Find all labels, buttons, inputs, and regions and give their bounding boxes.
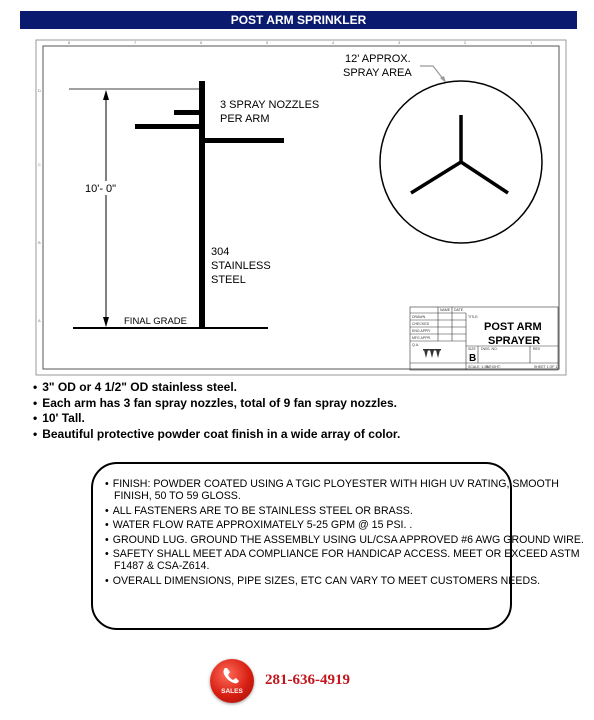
title-block-title-line-2: SPRAYER	[488, 335, 541, 347]
note-item: • GROUND LUG. GROUND THE ASSEMBLY USING UL/CSA APPROVED #6 AWG GROUND WIRE.	[100, 534, 594, 546]
title-block-weight-label: WEIGHT:	[486, 365, 501, 369]
title-block-row-label: DRAWN	[412, 315, 426, 319]
company-logo-icon	[423, 349, 441, 358]
phone-number[interactable]: 281-636-4919	[265, 672, 350, 688]
drawing-inner-border	[43, 46, 559, 369]
feature-item: • Beautiful protective powder coat finish in a wide array of color.	[33, 427, 400, 443]
border-letter: D	[38, 88, 41, 93]
border-letter: A	[38, 318, 41, 323]
material-label-line-2: STAINLESS	[211, 260, 271, 272]
feature-item: • 3" OD or 4 1/2" OD stainless steel.	[33, 380, 400, 396]
title-block-size-value: B	[469, 353, 477, 364]
sales-phone-badge[interactable]	[210, 659, 254, 703]
title-block-row-label: Q.A.	[412, 343, 420, 347]
material-label-line-3: STEEL	[211, 274, 246, 286]
title-block-name-label: NAME	[440, 308, 451, 312]
note-item: • OVERALL DIMENSIONS, PIPE SIZES, ETC CAN VARY TO MEET CUSTOMERS NEEDS.	[100, 575, 594, 587]
feature-list	[33, 380, 400, 442]
border-number: 6	[200, 40, 203, 45]
material-label-line-1: 304	[211, 246, 230, 258]
feature-item: • 10' Tall.	[33, 411, 400, 427]
title-block-date-label: DATE	[454, 308, 464, 312]
arm-lower	[203, 138, 284, 143]
spray-label-line-2: SPRAY AREA	[343, 67, 412, 79]
sales-label: SALES	[221, 688, 243, 695]
spray-arm-plan-3	[461, 162, 508, 193]
note-item: • SAFETY SHALL MEET ADA COMPLIANCE FOR HANDICAP ACCESS. MEET OR EXCEED ASTM F1487 & CSA-Z614.	[100, 548, 594, 573]
feature-item: • Each arm has 3 fan spray nozzles, total of 9 fan spray nozzles.	[33, 396, 400, 412]
border-number: 8	[68, 40, 71, 45]
spray-arm-plan-2	[411, 162, 461, 193]
nozzle-label-line-2: PER ARM	[220, 113, 270, 125]
arm-middle	[135, 124, 201, 129]
title-block-row-label: MFG APPR.	[412, 336, 432, 340]
title-block-sheet-label: SHEET 1 OF 1	[534, 365, 558, 369]
title-block-title-line-1: POST ARM	[484, 321, 542, 333]
border-number: 5	[266, 40, 269, 45]
border-number: 7	[134, 40, 137, 45]
phone-icon	[219, 664, 245, 686]
note-item: • WATER FLOW RATE APPROXIMATELY 5-25 GPM @ 15 PSI. .	[100, 519, 594, 531]
title-block-dwg-label: DWG. NO.	[481, 347, 498, 351]
spray-label-line-1: 12' APPROX.	[345, 53, 411, 65]
grade-label: FINAL GRADE	[124, 316, 187, 327]
title-block-rev-label: REV	[533, 347, 541, 351]
title-block-title-tag: TITLE:	[468, 315, 479, 319]
nozzle-label-line-1: 3 SPRAY NOZZLES	[220, 99, 320, 111]
title-block-size-label: SIZE	[468, 347, 476, 351]
dimension-arrow-top	[103, 90, 109, 100]
note-item: • FINISH: POWDER COATED USING A TGIC PLOYESTER WITH HIGH UV RATING, SMOOTH FINISH, 50 TO 59 GLOSS.	[100, 478, 594, 503]
note-item: • ALL FASTENERS ARE TO BE STAINLESS STEEL OR BRASS.	[100, 505, 594, 517]
border-letter: B	[38, 240, 41, 245]
height-label: 10'- 0"	[85, 183, 117, 195]
border-number: 1	[530, 40, 533, 45]
title-block-row-label: CHECKED	[412, 322, 430, 326]
notes-list	[100, 478, 594, 589]
post	[199, 81, 205, 328]
dimension-arrow-bottom	[103, 317, 109, 327]
title-block-scale-label: SCALE: 1:20	[468, 365, 489, 369]
border-number: 2	[464, 40, 467, 45]
arm-upper	[174, 110, 202, 115]
border-number: 4	[332, 40, 335, 45]
page-title: POST ARM SPRINKLER	[20, 11, 577, 29]
title-block-row-label: ENG APPR.	[412, 329, 431, 333]
border-letter: C	[38, 162, 41, 167]
border-number: 3	[398, 40, 401, 45]
